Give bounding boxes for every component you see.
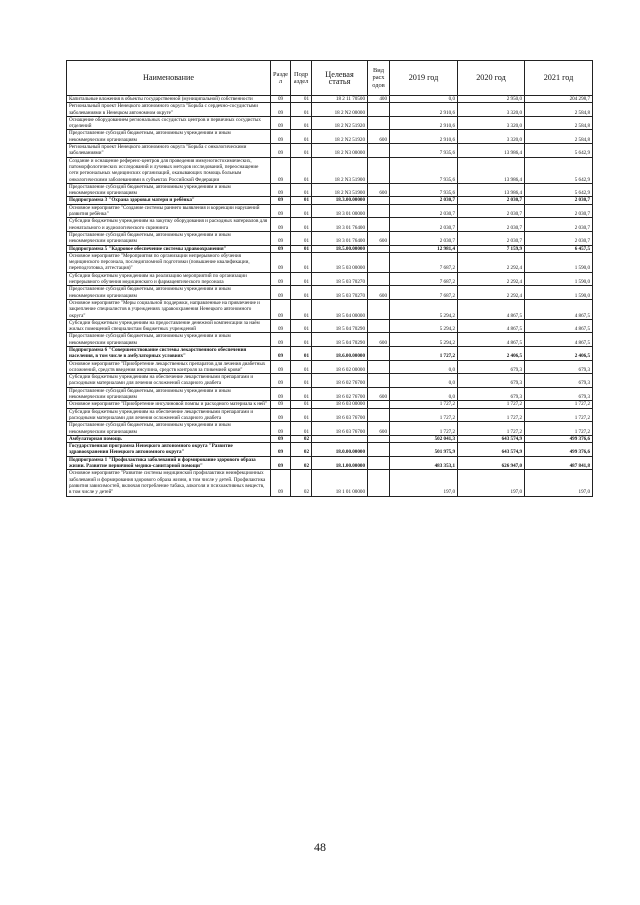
cell-expense-type: 600 — [368, 286, 390, 300]
cell-2020: 197,0 — [458, 470, 525, 496]
cell-2020: 1 727,2 — [458, 401, 525, 408]
page-number: 48 — [314, 840, 326, 854]
table-row — [67, 387, 593, 401]
cell-2019: 12 981,4 — [390, 245, 458, 252]
cell-2020: 2 406,5 — [458, 346, 525, 360]
cell-target-article: 18 2 N3 51900 — [312, 183, 368, 197]
cell-podrazdel: 01 — [291, 319, 312, 333]
cell-razdel: 09 — [271, 183, 291, 197]
cell-razdel: 09 — [271, 130, 291, 144]
cell-razdel: 09 — [271, 374, 291, 388]
cell-name: Субсидии бюджетным учреждениям на закупку оборудования и расходных материалов для неонатального и аудиологического скрининга — [67, 218, 271, 232]
cell-razdel: 09 — [271, 422, 291, 436]
cell-2020: 1 727,2 — [458, 422, 525, 436]
cell-2020: 643 574,9 — [458, 443, 525, 457]
cell-target-article: 18 3 01 76400 — [312, 231, 368, 245]
cell-razdel: 09 — [271, 157, 291, 183]
cell-2019: 5 294,2 — [390, 333, 458, 347]
cell-target-article: 18 6 02 76700 — [312, 374, 368, 388]
cell-2020: 4 867,5 — [458, 319, 525, 333]
cell-2020: 3 320,0 — [458, 116, 525, 130]
cell-podrazdel: 01 — [291, 231, 312, 245]
budget-table — [66, 60, 593, 497]
cell-2021: 5 642,9 — [525, 144, 593, 158]
cell-2021: 679,3 — [525, 374, 593, 388]
cell-target-article: 18.3.00.00000 — [312, 197, 368, 204]
cell-podrazdel: 01 — [291, 96, 312, 103]
cell-2021: 1 727,2 — [525, 422, 593, 436]
cell-razdel: 09 — [271, 387, 291, 401]
table-row — [67, 116, 593, 130]
cell-name: Капитальные вложения в объекты государственной (муниципальной) собственности — [67, 96, 271, 103]
cell-target-article: 18 1 01 00000 — [312, 470, 368, 496]
cell-target-article — [312, 435, 368, 442]
cell-expense-type: 600 — [368, 183, 390, 197]
cell-target-article: 18 6 03 76700 — [312, 408, 368, 422]
cell-razdel: 09 — [271, 286, 291, 300]
cell-podrazdel: 01 — [291, 401, 312, 408]
cell-2020: 13 986,4 — [458, 144, 525, 158]
cell-target-article: 18.1.00.00000 — [312, 456, 368, 470]
cell-2021: 2 584,8 — [525, 103, 593, 117]
cell-name: Основное мероприятие "Приобретение лекарственных препаратов для лечения диабетных осложнений, средств введения инсулина, средств контроля за гликемией крови" — [67, 360, 271, 374]
cell-name: Амбулаторная помощь — [67, 435, 271, 442]
cell-name: Субсидии бюджетным учреждениям на реализацию мероприятий по организации непрерывного обучения медицинского и фармацевтического персонала — [67, 272, 271, 286]
header-podrazdel: Подр аздел — [291, 61, 312, 96]
table-row — [67, 422, 593, 436]
cell-target-article: 18.0.00.00000 — [312, 443, 368, 457]
cell-2019: 502 041,3 — [390, 435, 458, 442]
table-row — [67, 443, 593, 457]
cell-razdel: 09 — [271, 456, 291, 470]
table-row — [67, 319, 593, 333]
cell-2019: 7 687,2 — [390, 252, 458, 272]
cell-name: Создание и оснащение референс-центров для проведения иммуногистохимических, патоморфологических исследований и лучевых методов исследований, переоснащение сети региональных медицинских организаций, оказывающих помощь больным онкологическими заболеваниями в субъектах Российской Федерации — [67, 157, 271, 183]
table-row — [67, 360, 593, 374]
cell-name: Предоставление субсидий бюджетным, автономным учреждениям и иным некоммерческим организациям — [67, 333, 271, 347]
cell-target-article: 18.6.00.00000 — [312, 346, 368, 360]
cell-2020: 2 030,7 — [458, 231, 525, 245]
cell-2020: 1 727,2 — [458, 408, 525, 422]
cell-2019: 2 030,7 — [390, 204, 458, 218]
cell-razdel: 09 — [271, 408, 291, 422]
cell-2019: 2 030,7 — [390, 197, 458, 204]
header-razdel: Разде л — [271, 61, 291, 96]
cell-expense-type — [368, 197, 390, 204]
cell-razdel: 09 — [271, 252, 291, 272]
cell-razdel: 09 — [271, 470, 291, 496]
cell-2019: 1 727,2 — [390, 346, 458, 360]
cell-expense-type — [368, 456, 390, 470]
cell-2021: 197,0 — [525, 470, 593, 496]
cell-2020: 2 030,7 — [458, 218, 525, 232]
cell-2021: 487 841,8 — [525, 456, 593, 470]
cell-2020: 13 986,4 — [458, 183, 525, 197]
cell-2020: 2 030,7 — [458, 197, 525, 204]
cell-podrazdel: 01 — [291, 130, 312, 144]
cell-razdel: 09 — [271, 346, 291, 360]
cell-expense-type — [368, 299, 390, 319]
cell-expense-type — [368, 435, 390, 442]
cell-podrazdel: 01 — [291, 286, 312, 300]
cell-podrazdel: 01 — [291, 408, 312, 422]
cell-name: Региональный проект Ненецкого автономного округа "Борьба с онкологическими заболеваниями" — [67, 144, 271, 158]
table-row — [67, 408, 593, 422]
cell-2021: 499 376,6 — [525, 443, 593, 457]
cell-2021: 2 584,8 — [525, 116, 593, 130]
cell-name: Предоставление субсидий бюджетным, автономным учреждениям и иным некоммерческим организациям — [67, 231, 271, 245]
cell-podrazdel: 01 — [291, 197, 312, 204]
cell-name: Оснащение оборудованием региональных сосудистых центров и первичных сосудистых отделений — [67, 116, 271, 130]
cell-2020: 2 292,4 — [458, 286, 525, 300]
cell-podrazdel: 01 — [291, 204, 312, 218]
table-row — [67, 299, 593, 319]
cell-2020: 4 867,5 — [458, 299, 525, 319]
cell-2021: 2 030,7 — [525, 204, 593, 218]
cell-razdel: 09 — [271, 116, 291, 130]
table-row — [67, 197, 593, 204]
cell-target-article: 18 5 04 70290 — [312, 319, 368, 333]
cell-2021: 1 727,2 — [525, 408, 593, 422]
cell-expense-type — [368, 374, 390, 388]
cell-razdel: 09 — [271, 144, 291, 158]
cell-2020: 3 320,0 — [458, 103, 525, 117]
budget-table-sheet — [66, 60, 592, 497]
cell-razdel: 09 — [271, 299, 291, 319]
cell-podrazdel: 01 — [291, 157, 312, 183]
cell-2020: 2 292,4 — [458, 272, 525, 286]
cell-2021: 5 642,9 — [525, 157, 593, 183]
cell-target-article: 18 5 03 70270 — [312, 272, 368, 286]
cell-name: Субсидии бюджетным учреждениям на предоставление денежной компенсации за наём жилых помещений специалистам бюджетных учреждений — [67, 319, 271, 333]
cell-expense-type — [368, 245, 390, 252]
cell-target-article: 18 2 11 70500 — [312, 96, 368, 103]
cell-podrazdel: 01 — [291, 272, 312, 286]
cell-name: Основное мероприятие "Приобретение инсулиновой помпы и расходного материала к ней" — [67, 401, 271, 408]
cell-expense-type — [368, 272, 390, 286]
cell-2019: 0,0 — [390, 374, 458, 388]
cell-2021: 1 727,2 — [525, 401, 593, 408]
cell-2019: 5 294,2 — [390, 299, 458, 319]
cell-2021: 1 590,0 — [525, 252, 593, 272]
table-row — [67, 456, 593, 470]
table-row — [67, 401, 593, 408]
header-year-2020: 2020 год — [458, 61, 525, 96]
table-row — [67, 272, 593, 286]
cell-expense-type: 600 — [368, 422, 390, 436]
cell-2021: 2 584,8 — [525, 130, 593, 144]
cell-podrazdel: 01 — [291, 387, 312, 401]
header-expense-type: Вид расх одов — [368, 61, 390, 96]
cell-2021: 499 376,6 — [525, 435, 593, 442]
cell-name: Подпрограмма 1 "Профилактика заболеваний и формирование здорового образа жизни. Развитие первичной медико-санитарной помощи" — [67, 456, 271, 470]
table-body — [67, 96, 593, 497]
cell-2019: 197,0 — [390, 470, 458, 496]
cell-2019: 1 727,2 — [390, 408, 458, 422]
table-row — [67, 144, 593, 158]
cell-podrazdel: 01 — [291, 116, 312, 130]
table-row — [67, 157, 593, 183]
cell-podrazdel: 02 — [291, 470, 312, 496]
cell-podrazdel: 01 — [291, 144, 312, 158]
cell-2019: 2 910,6 — [390, 116, 458, 130]
cell-2020: 2 950,0 — [458, 96, 525, 103]
header-target-article: Целевая статья — [312, 61, 368, 96]
cell-expense-type — [368, 252, 390, 272]
table-row — [67, 96, 593, 103]
cell-name: Основное мероприятие "Меры социальной поддержки, направленные на привлечение и закрепление специалистов в учреждениях здравоохранения Ненецкого автономного округа" — [67, 299, 271, 319]
cell-2019: 501 975,9 — [390, 443, 458, 457]
cell-2019: 0,0 — [390, 387, 458, 401]
cell-2020: 2 292,4 — [458, 252, 525, 272]
cell-2019: 7 935,6 — [390, 183, 458, 197]
cell-name: Основное мероприятие "Развитие системы медицинской профилактики неинфекционных заболеваний и формирования здорового образа жизни, в том числе у детей. Профилактика развития зависимостей, включая потребление табака, алкоголя и психоактивных веществ, в том числе у детей" — [67, 470, 271, 496]
cell-target-article: 18.5.00.00000 — [312, 245, 368, 252]
cell-2019: 483 353,1 — [390, 456, 458, 470]
cell-expense-type — [368, 116, 390, 130]
cell-2021: 204 298,7 — [525, 96, 593, 103]
table-row — [67, 245, 593, 252]
cell-expense-type — [368, 346, 390, 360]
table-row — [67, 346, 593, 360]
cell-podrazdel: 01 — [291, 218, 312, 232]
cell-target-article: 18 3 01 76400 — [312, 218, 368, 232]
cell-expense-type: 600 — [368, 387, 390, 401]
cell-2021: 679,3 — [525, 387, 593, 401]
cell-expense-type — [368, 360, 390, 374]
cell-2021: 4 867,5 — [525, 333, 593, 347]
cell-name: Государственная программа Ненецкого автономного округа "Развитие здравоохранения Ненецкого автономного округа" — [67, 443, 271, 457]
cell-2019: 0,0 — [390, 360, 458, 374]
cell-podrazdel: 01 — [291, 183, 312, 197]
cell-2021: 1 590,0 — [525, 286, 593, 300]
cell-podrazdel: 02 — [291, 456, 312, 470]
cell-podrazdel: 01 — [291, 346, 312, 360]
cell-target-article: 18 5 03 70270 — [312, 286, 368, 300]
cell-target-article: 18 2 N3 51900 — [312, 157, 368, 183]
cell-2021: 4 867,5 — [525, 299, 593, 319]
cell-target-article: 18 2 N3 00000 — [312, 144, 368, 158]
cell-expense-type: 400 — [368, 96, 390, 103]
cell-2019: 2 030,7 — [390, 218, 458, 232]
cell-2019: 0,0 — [390, 96, 458, 103]
table-row — [67, 204, 593, 218]
header-year-2019: 2019 год — [390, 61, 458, 96]
cell-name: Основное мероприятие "Создание системы раннего выявления и коррекции нарушений развития ребёнка" — [67, 204, 271, 218]
cell-2021: 679,3 — [525, 360, 593, 374]
cell-2020: 13 986,4 — [458, 157, 525, 183]
table-header-row — [67, 61, 593, 96]
cell-razdel: 09 — [271, 360, 291, 374]
cell-2019: 2 030,7 — [390, 231, 458, 245]
cell-name: Предоставление субсидий бюджетным, автономным учреждениям и иным некоммерческим организациям — [67, 387, 271, 401]
cell-2021: 4 867,5 — [525, 319, 593, 333]
cell-2021: 2 406,5 — [525, 346, 593, 360]
cell-razdel: 09 — [271, 204, 291, 218]
cell-expense-type — [368, 218, 390, 232]
cell-target-article: 18 5 04 00000 — [312, 299, 368, 319]
table-row — [67, 333, 593, 347]
cell-name: Основное мероприятие "Мероприятия по организации непрерывного обучения медицинского персонала, последипломной подготовки (повышение квалификации, переподготовка, аттестация)" — [67, 252, 271, 272]
cell-razdel: 09 — [271, 197, 291, 204]
cell-2019: 2 910,6 — [390, 103, 458, 117]
cell-expense-type — [368, 401, 390, 408]
cell-2020: 4 867,5 — [458, 333, 525, 347]
cell-expense-type: 600 — [368, 130, 390, 144]
cell-expense-type — [368, 408, 390, 422]
cell-target-article: 18 6 02 00000 — [312, 360, 368, 374]
cell-2019: 1 727,2 — [390, 401, 458, 408]
cell-razdel: 09 — [271, 103, 291, 117]
cell-2019: 1 727,2 — [390, 422, 458, 436]
cell-target-article: 18 2 N2 00000 — [312, 103, 368, 117]
cell-2021: 5 642,9 — [525, 183, 593, 197]
cell-podrazdel: 01 — [291, 360, 312, 374]
cell-razdel: 09 — [271, 272, 291, 286]
table-row — [67, 130, 593, 144]
cell-2021: 2 030,7 — [525, 197, 593, 204]
cell-2020: 679,3 — [458, 360, 525, 374]
cell-2020: 643 574,9 — [458, 435, 525, 442]
cell-name: Подпрограмма 3 "Охрана здоровья матери и ребёнка" — [67, 197, 271, 204]
cell-expense-type — [368, 103, 390, 117]
cell-podrazdel: 01 — [291, 103, 312, 117]
cell-target-article: 18 2 N2 51920 — [312, 116, 368, 130]
table-row — [67, 470, 593, 496]
cell-2020: 2 030,7 — [458, 204, 525, 218]
cell-razdel: 09 — [271, 319, 291, 333]
cell-podrazdel: 01 — [291, 299, 312, 319]
cell-podrazdel: 01 — [291, 333, 312, 347]
cell-name: Субсидии бюджетным учреждениям на обеспечение лекарственными препаратами и расходными материалами для лечения осложнений сахарного диабета — [67, 374, 271, 388]
cell-razdel: 09 — [271, 245, 291, 252]
cell-target-article: 18 3 01 00000 — [312, 204, 368, 218]
cell-2019: 5 294,2 — [390, 319, 458, 333]
cell-podrazdel: 01 — [291, 374, 312, 388]
cell-podrazdel: 01 — [291, 422, 312, 436]
cell-expense-type — [368, 470, 390, 496]
cell-target-article: 18 6 02 76700 — [312, 387, 368, 401]
table-row — [67, 218, 593, 232]
cell-2019: 7 687,2 — [390, 272, 458, 286]
cell-expense-type — [368, 144, 390, 158]
table-row — [67, 286, 593, 300]
cell-name: Региональный проект Ненецкого автономного округа "Борьба с сердечно-сосудистыми заболеваниями в Ненецком автономном округе" — [67, 103, 271, 117]
cell-2020: 679,3 — [458, 374, 525, 388]
cell-2021: 1 590,0 — [525, 272, 593, 286]
cell-target-article: 18 5 03 00000 — [312, 252, 368, 272]
cell-podrazdel: 01 — [291, 252, 312, 272]
cell-name: Предоставление субсидий бюджетным, автономным учреждениям и иным некоммерческим организациям — [67, 183, 271, 197]
header-name: Наименование — [67, 61, 271, 96]
cell-2020: 626 947,0 — [458, 456, 525, 470]
cell-2019: 7 935,6 — [390, 144, 458, 158]
table-row — [67, 231, 593, 245]
cell-name: Предоставление субсидий бюджетным, автономным учреждениям и иным некоммерческим организациям — [67, 286, 271, 300]
cell-razdel: 09 — [271, 231, 291, 245]
cell-expense-type: 600 — [368, 231, 390, 245]
cell-name: Предоставление субсидий бюджетным, автономным учреждениям и иным некоммерческим организациям — [67, 422, 271, 436]
cell-2021: 2 030,7 — [525, 231, 593, 245]
cell-podrazdel: 02 — [291, 443, 312, 457]
table-row — [67, 252, 593, 272]
cell-2020: 7 159,9 — [458, 245, 525, 252]
table-row — [67, 374, 593, 388]
cell-2021: 6 457,5 — [525, 245, 593, 252]
cell-expense-type — [368, 319, 390, 333]
cell-name: Субсидии бюджетным учреждениям на обеспечение лекарственными препаратами и расходными материалами для лечения осложнений сахарного диабета — [67, 408, 271, 422]
cell-2019: 2 910,6 — [390, 130, 458, 144]
cell-expense-type — [368, 204, 390, 218]
cell-2020: 679,3 — [458, 387, 525, 401]
cell-name: Предоставление субсидий бюджетным, автономным учреждениям и иным некоммерческим организациям — [67, 130, 271, 144]
cell-podrazdel: 02 — [291, 435, 312, 442]
cell-razdel: 09 — [271, 401, 291, 408]
cell-razdel: 09 — [271, 218, 291, 232]
cell-target-article: 18 6 03 76700 — [312, 422, 368, 436]
cell-razdel: 09 — [271, 333, 291, 347]
cell-expense-type: 600 — [368, 333, 390, 347]
cell-name: Подпрограмма 6 "Совершенствование системы лекарственного обеспечения населения, в том числе в амбулаторных условиях" — [67, 346, 271, 360]
cell-podrazdel: 01 — [291, 245, 312, 252]
table-row — [67, 183, 593, 197]
cell-name: Подпрограмма 5 "Кадровое обеспечение системы здравоохранения" — [67, 245, 271, 252]
cell-2021: 2 030,7 — [525, 218, 593, 232]
table-row — [67, 435, 593, 442]
cell-target-article: 18 6 03 00000 — [312, 401, 368, 408]
cell-target-article: 18 5 04 70290 — [312, 333, 368, 347]
cell-target-article: 18 2 N2 51920 — [312, 130, 368, 144]
cell-razdel: 09 — [271, 96, 291, 103]
cell-2020: 3 320,0 — [458, 130, 525, 144]
cell-2019: 7 935,6 — [390, 157, 458, 183]
cell-razdel: 09 — [271, 443, 291, 457]
cell-expense-type — [368, 157, 390, 183]
cell-2019: 7 687,2 — [390, 286, 458, 300]
table-row — [67, 103, 593, 117]
header-year-2021: 2021 год — [525, 61, 593, 96]
cell-razdel: 09 — [271, 435, 291, 442]
cell-expense-type — [368, 443, 390, 457]
